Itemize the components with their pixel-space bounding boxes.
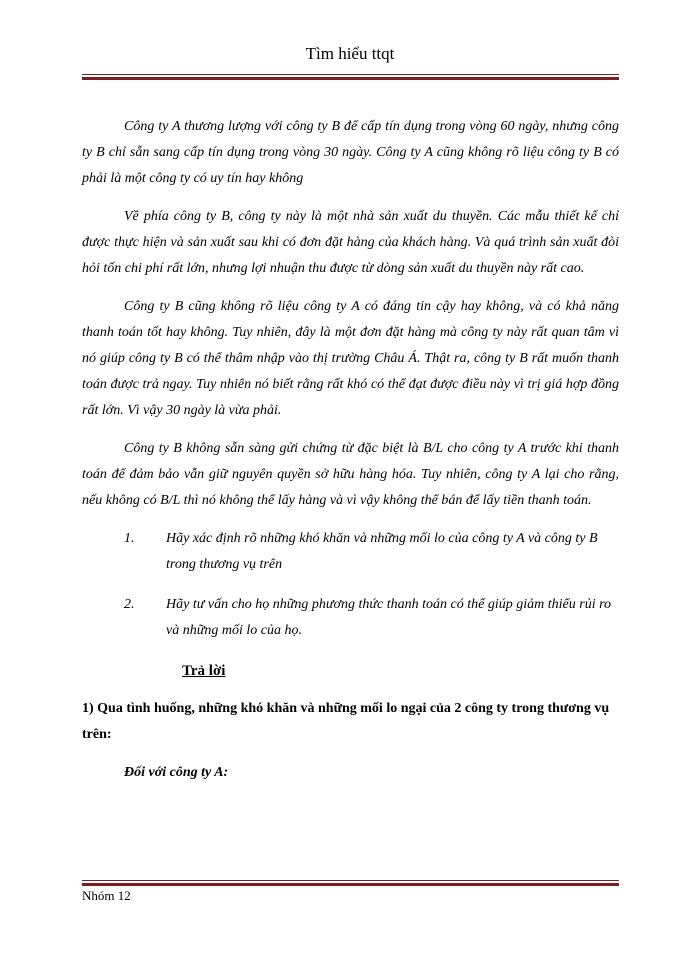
footer-rule	[82, 880, 619, 886]
paragraph: Về phía công ty B, công ty này là một nhà sản xuất du thuyền. Các mẫu thiết kế chỉ được thực hiện và sản xuất sau khi có đơn đặt hàng của khách hàng. Và quá trình sản xuất đòi hỏi tốn chi phí rất lớn, nhưng lợi nhuận thu được từ dòng sản xuất du thuyền này rất cao.	[82, 209, 619, 276]
question-item	[82, 592, 619, 644]
question-list	[82, 526, 619, 644]
question-number: 2.	[124, 597, 135, 612]
answer-heading: Trả lời	[182, 663, 226, 679]
question-text: Hãy tư vấn cho họ những phương thức thanh toán có thể giúp giảm thiểu rủi ro và những mối lo của họ.	[166, 597, 612, 638]
header-rule	[82, 74, 619, 80]
question-text: Hãy xác định rõ những khó khăn và những mối lo của công ty A và công ty B trong thương vụ trên	[166, 531, 598, 572]
document-body	[82, 114, 619, 786]
paragraph: Công ty B không sẵn sàng gửi chứng từ đặc biệt là B/L cho công ty A trước khi thanh toán để đảm bảo vẫn giữ nguyên quyền sở hữu hàng hóa. Tuy nhiên, công ty A lại cho rằng, nếu không có B/L thì nó không thể lấy hàng và vì vậy không thể bán để lấy tiền thanh toán.	[82, 441, 619, 508]
question-number: 1.	[124, 531, 135, 546]
answer-question-heading: 1) Qua tình huống, những khó khăn và những mối lo ngại của 2 công ty trong thương vụ trên:	[82, 701, 610, 742]
paragraph: Công ty A thương lượng với công ty B để cấp tín dụng trong vòng 60 ngày, nhưng công ty B chỉ sẵn sang cấp tín dụng trong vòng 30 ngày. Công ty A cũng không rõ liệu công ty B có phải là một công ty có uy tín hay không	[82, 119, 619, 186]
question-item	[82, 526, 619, 578]
subsection-heading: Đối với công ty A:	[124, 765, 229, 780]
page-footer: Nhóm 12	[82, 888, 131, 903]
page-header-title: Tìm hiểu ttqt	[305, 44, 395, 63]
paragraph: Công ty B cũng không rõ liệu công ty A có đáng tin cậy hay không, và có khả năng thanh toán tốt hay không. Tuy nhiên, đây là một đơn đặt hàng mà công ty này rất quan tâm vì nó giúp công ty B có thể thâm nhập vào thị trường Châu Á. Thật ra, công ty B rất muốn thanh toán được trả ngay. Tuy nhiên nó biết rằng rất khó có thể đạt được điều này vì trị giá hợp đồng rất lớn. Vì vậy 30 ngày là vừa phải.	[82, 299, 619, 418]
